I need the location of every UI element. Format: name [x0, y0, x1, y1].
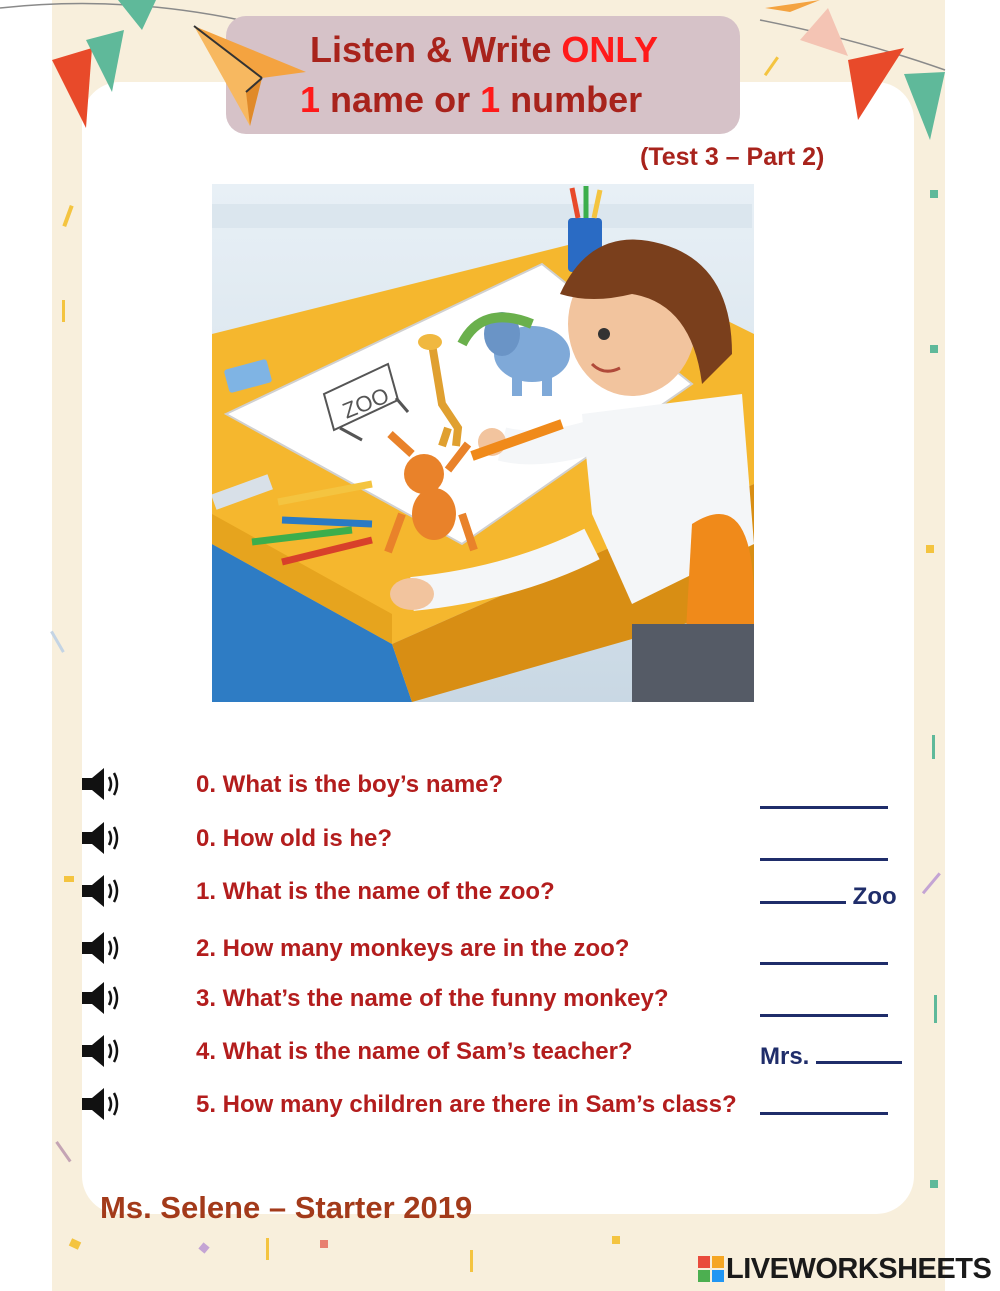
boy-drawing-zoo-illustration	[212, 184, 754, 702]
speaker-icon[interactable]	[80, 1086, 124, 1122]
title-line-1: Listen & Write ONLY	[310, 29, 659, 70]
speaker-icon[interactable]	[80, 930, 124, 966]
title-line-2: 1 name or 1 number	[300, 79, 643, 120]
question-row-1	[0, 873, 1000, 913]
test-subtitle: (Test 3 – Part 2)	[640, 143, 825, 171]
speaker-icon[interactable]	[80, 980, 124, 1016]
question-text: 5. How many children are there in Sam’s class?	[196, 1091, 737, 1118]
question-row-5	[0, 1086, 1000, 1156]
question-text: 2. How many monkeys are in the zoo?	[196, 935, 630, 962]
answer-blank[interactable]	[760, 990, 888, 1017]
question-text: 0. What is the boy’s name?	[196, 771, 504, 798]
speaker-icon[interactable]	[80, 820, 124, 856]
answer-field	[760, 834, 888, 869]
answer-blank[interactable]	[760, 834, 888, 861]
answer-field	[760, 782, 888, 817]
answer-blank[interactable]	[760, 1088, 888, 1115]
answer-blank[interactable]	[760, 782, 888, 809]
author-footer: Ms. Selene – Starter 2019	[100, 1190, 473, 1225]
question-row-4	[0, 1033, 1000, 1073]
speaker-icon[interactable]	[80, 766, 124, 802]
answer-field	[760, 1037, 902, 1072]
brand-name: LIVEWORKSHEETS	[726, 1253, 992, 1285]
question-row-0a	[0, 766, 1000, 806]
answer-blank[interactable]	[816, 1037, 902, 1064]
answer-prefix: Mrs.	[760, 1043, 810, 1070]
speaker-icon[interactable]	[80, 1033, 124, 1069]
title-highlight: ONLY	[561, 29, 659, 70]
answer-field	[760, 877, 897, 912]
speaker-icon[interactable]	[80, 873, 124, 909]
answer-blank[interactable]	[760, 938, 888, 965]
question-row-0b	[0, 820, 1000, 860]
zoo-sign-text: ZOO	[338, 382, 393, 424]
answer-field	[760, 938, 888, 973]
question-text: 4. What is the name of Sam’s teacher?	[196, 1038, 633, 1065]
answer-field	[760, 1088, 888, 1123]
liveworksheets-logo-icon	[698, 1256, 724, 1282]
answer-field	[760, 990, 888, 1025]
question-text: 1. What is the name of the zoo?	[196, 878, 555, 905]
paper-plane-icon	[190, 20, 310, 130]
question-row-3	[0, 980, 1000, 1020]
question-text: 3. What’s the name of the funny monkey?	[196, 985, 669, 1012]
question-text: 0. How old is he?	[196, 825, 393, 852]
answer-suffix: Zoo	[852, 883, 897, 910]
question-row-2	[0, 930, 1000, 970]
answer-blank[interactable]	[760, 877, 846, 904]
